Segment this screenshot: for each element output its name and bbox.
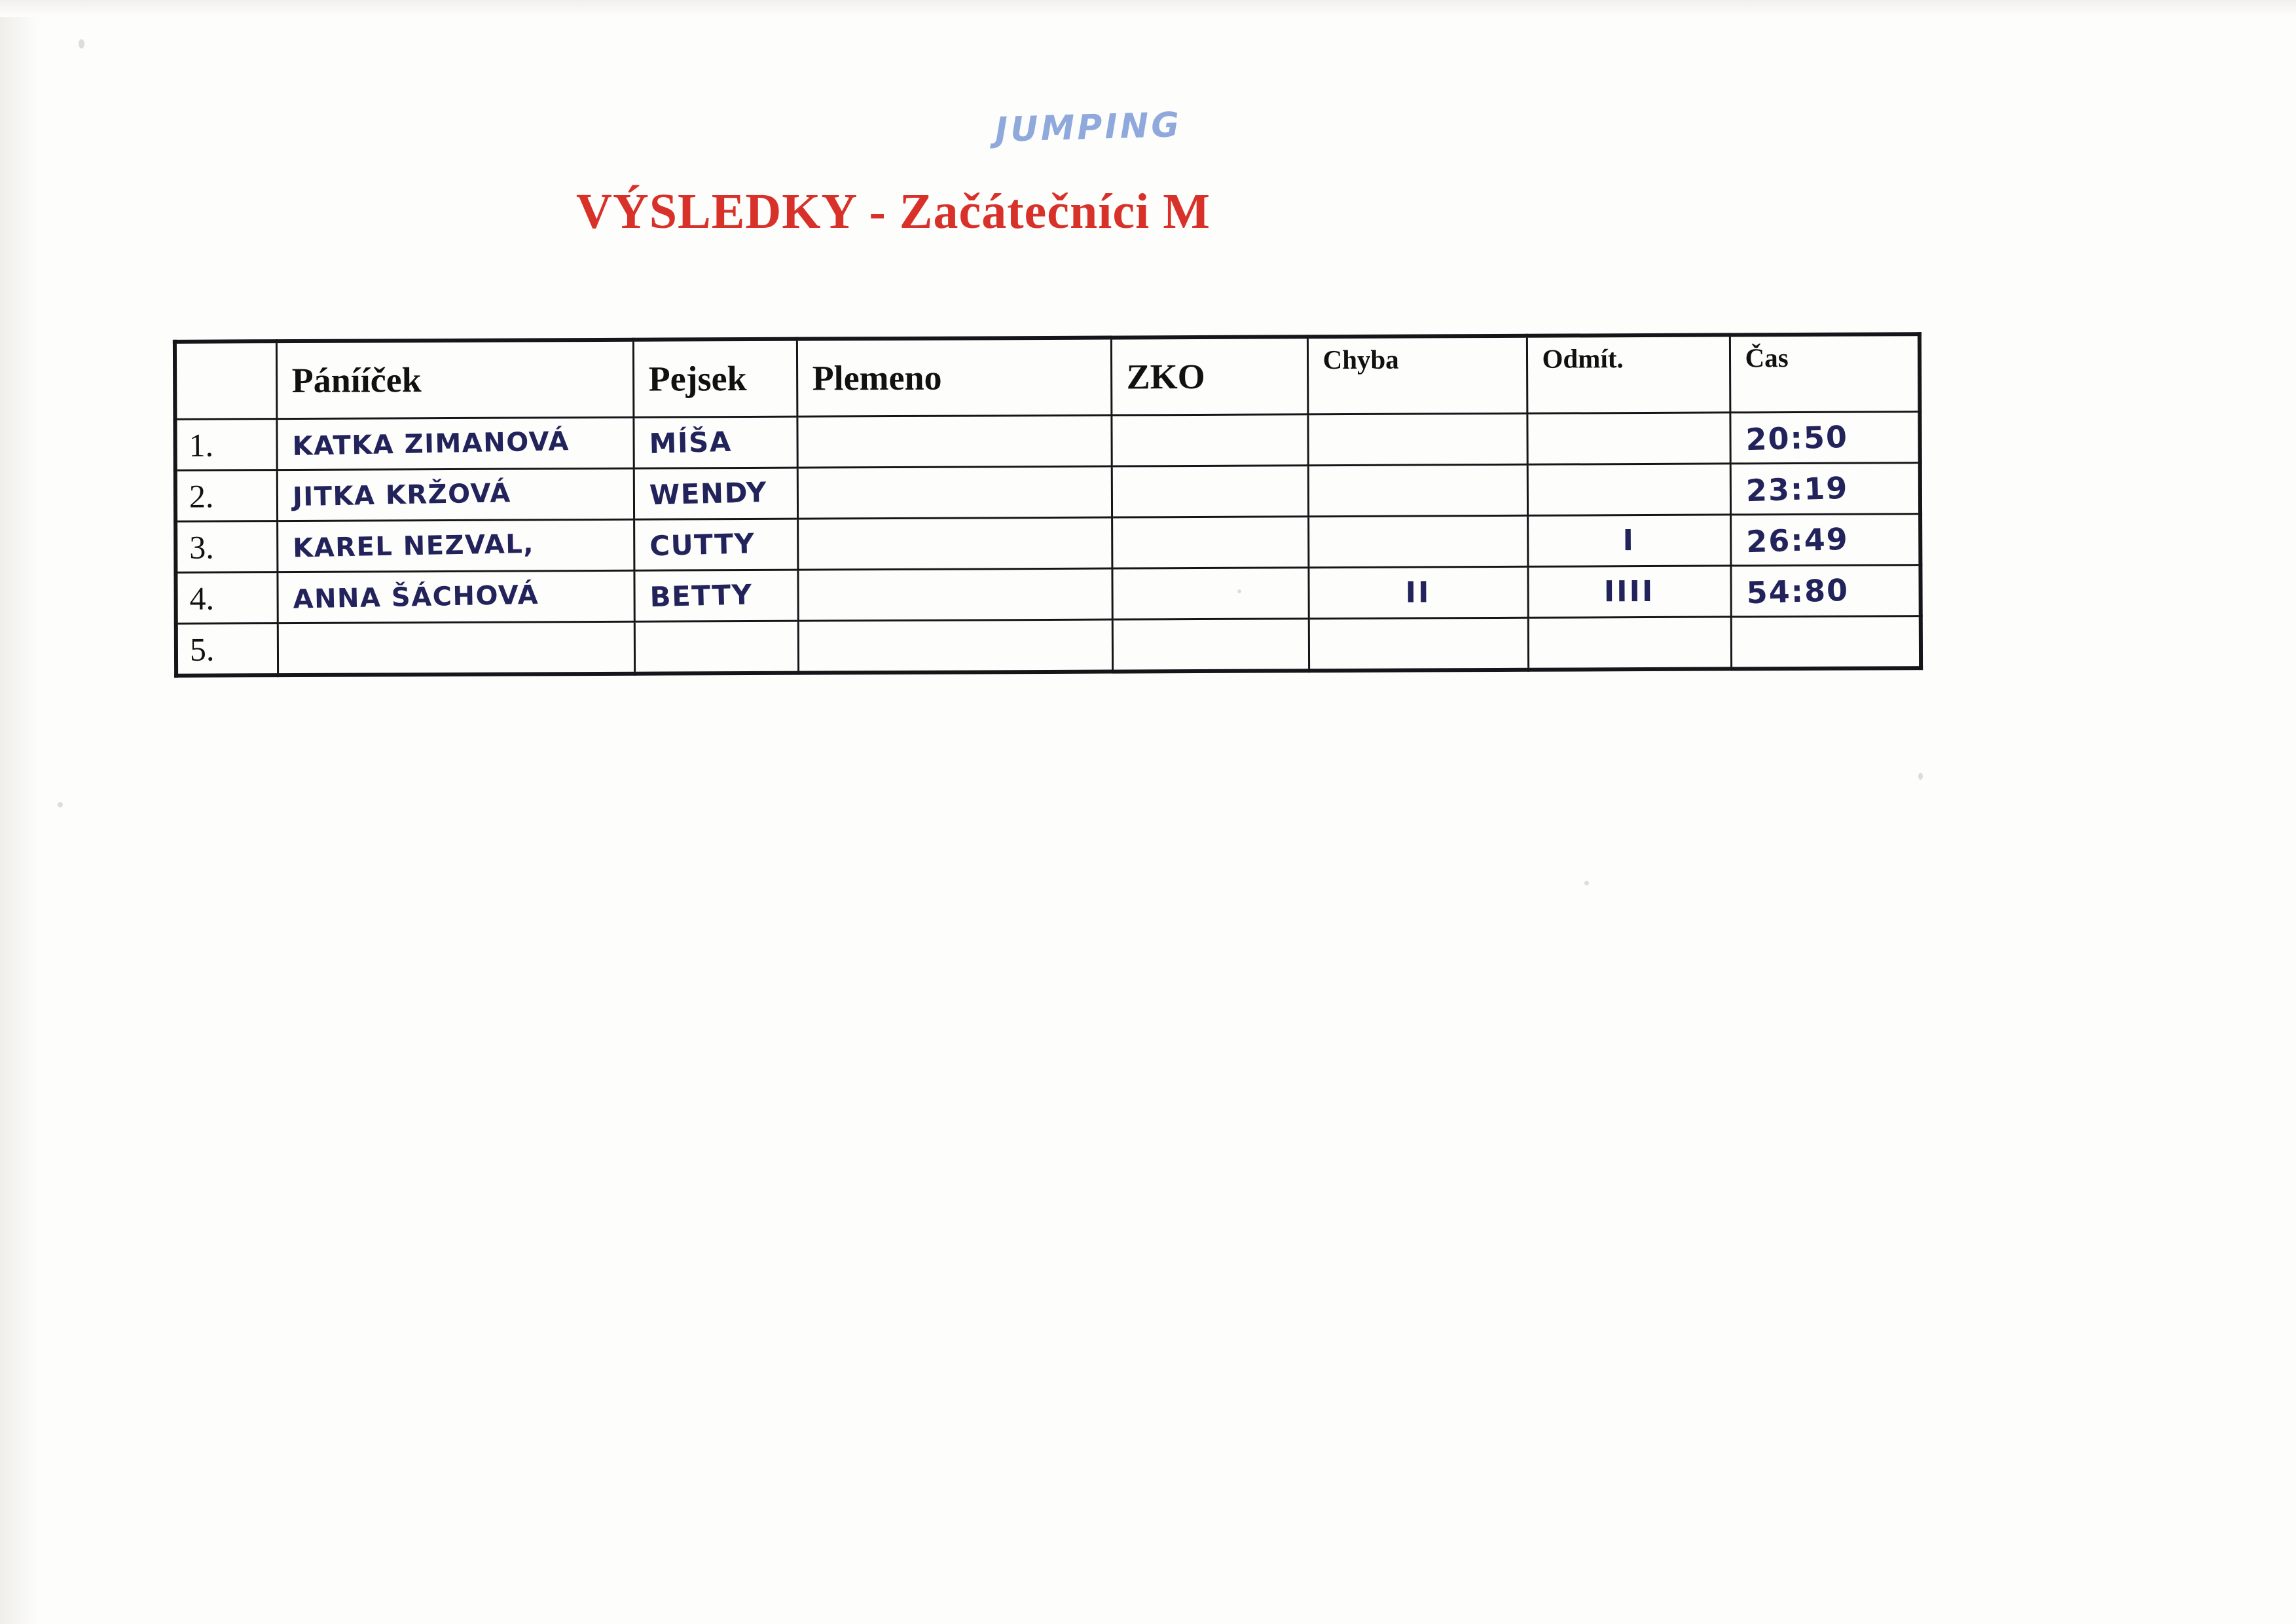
cell-error-text: II [1405,576,1431,610]
cell-owner [276,417,633,470]
cell-refusal-text [1528,438,1729,439]
cell-refusal-text [1528,489,1729,490]
cell-rank: 3. [175,521,277,573]
cell-zko [1112,568,1308,619]
cell-breed [797,466,1112,519]
cell-error-text [1309,643,1527,644]
cell-rank: 5. [176,623,278,676]
scan-speck [1918,773,1923,780]
cell-rank: 4. [175,572,277,624]
cell-error [1308,515,1527,567]
cell-breed [797,517,1112,570]
column-header-dog: Pejsek [633,339,797,418]
cell-time-text: 26:49 [1745,521,1849,559]
cell-owner [277,570,634,623]
cell-zko [1111,415,1307,466]
cell-dog [634,621,798,674]
results-table-container [173,332,1919,678]
cell-owner [277,519,634,572]
cell-refusal [1527,566,1730,618]
cell-breed [797,568,1112,621]
cell-owner [277,468,634,521]
cell-owner [278,621,634,675]
cell-refusal-text: IIII [1603,574,1655,609]
cell-refusal-text: I [1622,524,1636,558]
cell-zko [1112,466,1308,517]
cell-error [1308,464,1527,516]
scan-top-shadow [0,0,2296,17]
column-header-rank [175,341,277,419]
results-table [173,332,1923,678]
cell-dog [633,416,797,468]
cell-zko [1112,517,1308,568]
cell-error [1309,618,1528,671]
cell-dog-text: CUTTY [649,527,756,563]
cell-refusal [1528,617,1731,670]
cell-breed [798,619,1112,673]
column-header-time: Čas [1730,334,1920,413]
table-header-row [175,334,1920,419]
table-row [175,412,1920,471]
cell-dog-text: WENDY [648,475,767,511]
table-row [175,565,1920,624]
cell-owner-text: ANNA ŠÁCHOVÁ [292,580,539,615]
cell-dog [634,519,797,570]
cell-error [1307,413,1527,465]
handwritten-annotation-jumping: JUMPING [994,105,1182,150]
column-header-refusal: Odmít. [1527,335,1730,413]
cell-owner-text: KAREL NEZVAL, [292,528,534,564]
cell-refusal [1527,464,1730,515]
cell-time-text: 23:19 [1745,470,1849,508]
cell-time [1730,412,1920,464]
cell-zko [1112,619,1309,672]
column-header-error: Chyba [1307,336,1527,415]
cell-owner-text: KATKA ZIMANOVÁ [291,426,570,462]
scan-left-shadow [0,0,39,1624]
cell-time [1730,565,1920,617]
cell-error [1308,566,1527,618]
cell-rank: 1. [175,419,276,471]
scan-speck [1584,881,1589,885]
cell-time [1730,514,1920,566]
cell-time [1731,616,1921,669]
cell-dog-text: BETTY [649,578,753,614]
column-header-owner: Pánííček [276,340,634,419]
cell-error-text [1309,541,1527,542]
cell-dog-text: MÍŠA [648,425,732,460]
cell-refusal [1527,413,1730,464]
table-row [175,514,1920,573]
table-row [176,616,1921,676]
cell-refusal [1527,515,1730,566]
cell-refusal-text [1529,642,1730,643]
cell-time-text: 20:50 [1745,418,1849,457]
cell-dog [634,468,797,519]
column-header-breed: Plemeno [797,338,1112,417]
cell-breed [797,415,1111,468]
cell-time [1730,463,1920,515]
cell-time-text: 54:80 [1745,572,1850,610]
page-title: VÝSLEDKY - Začátečníci M [576,184,1211,239]
scan-speck [58,802,63,807]
cell-rank: 2. [175,470,277,522]
column-header-zko: ZKO [1111,337,1308,415]
cell-dog [634,570,797,621]
scan-speck [79,39,84,48]
table-row [175,463,1920,522]
cell-owner-text: JITKA KRŽOVÁ [292,477,511,512]
